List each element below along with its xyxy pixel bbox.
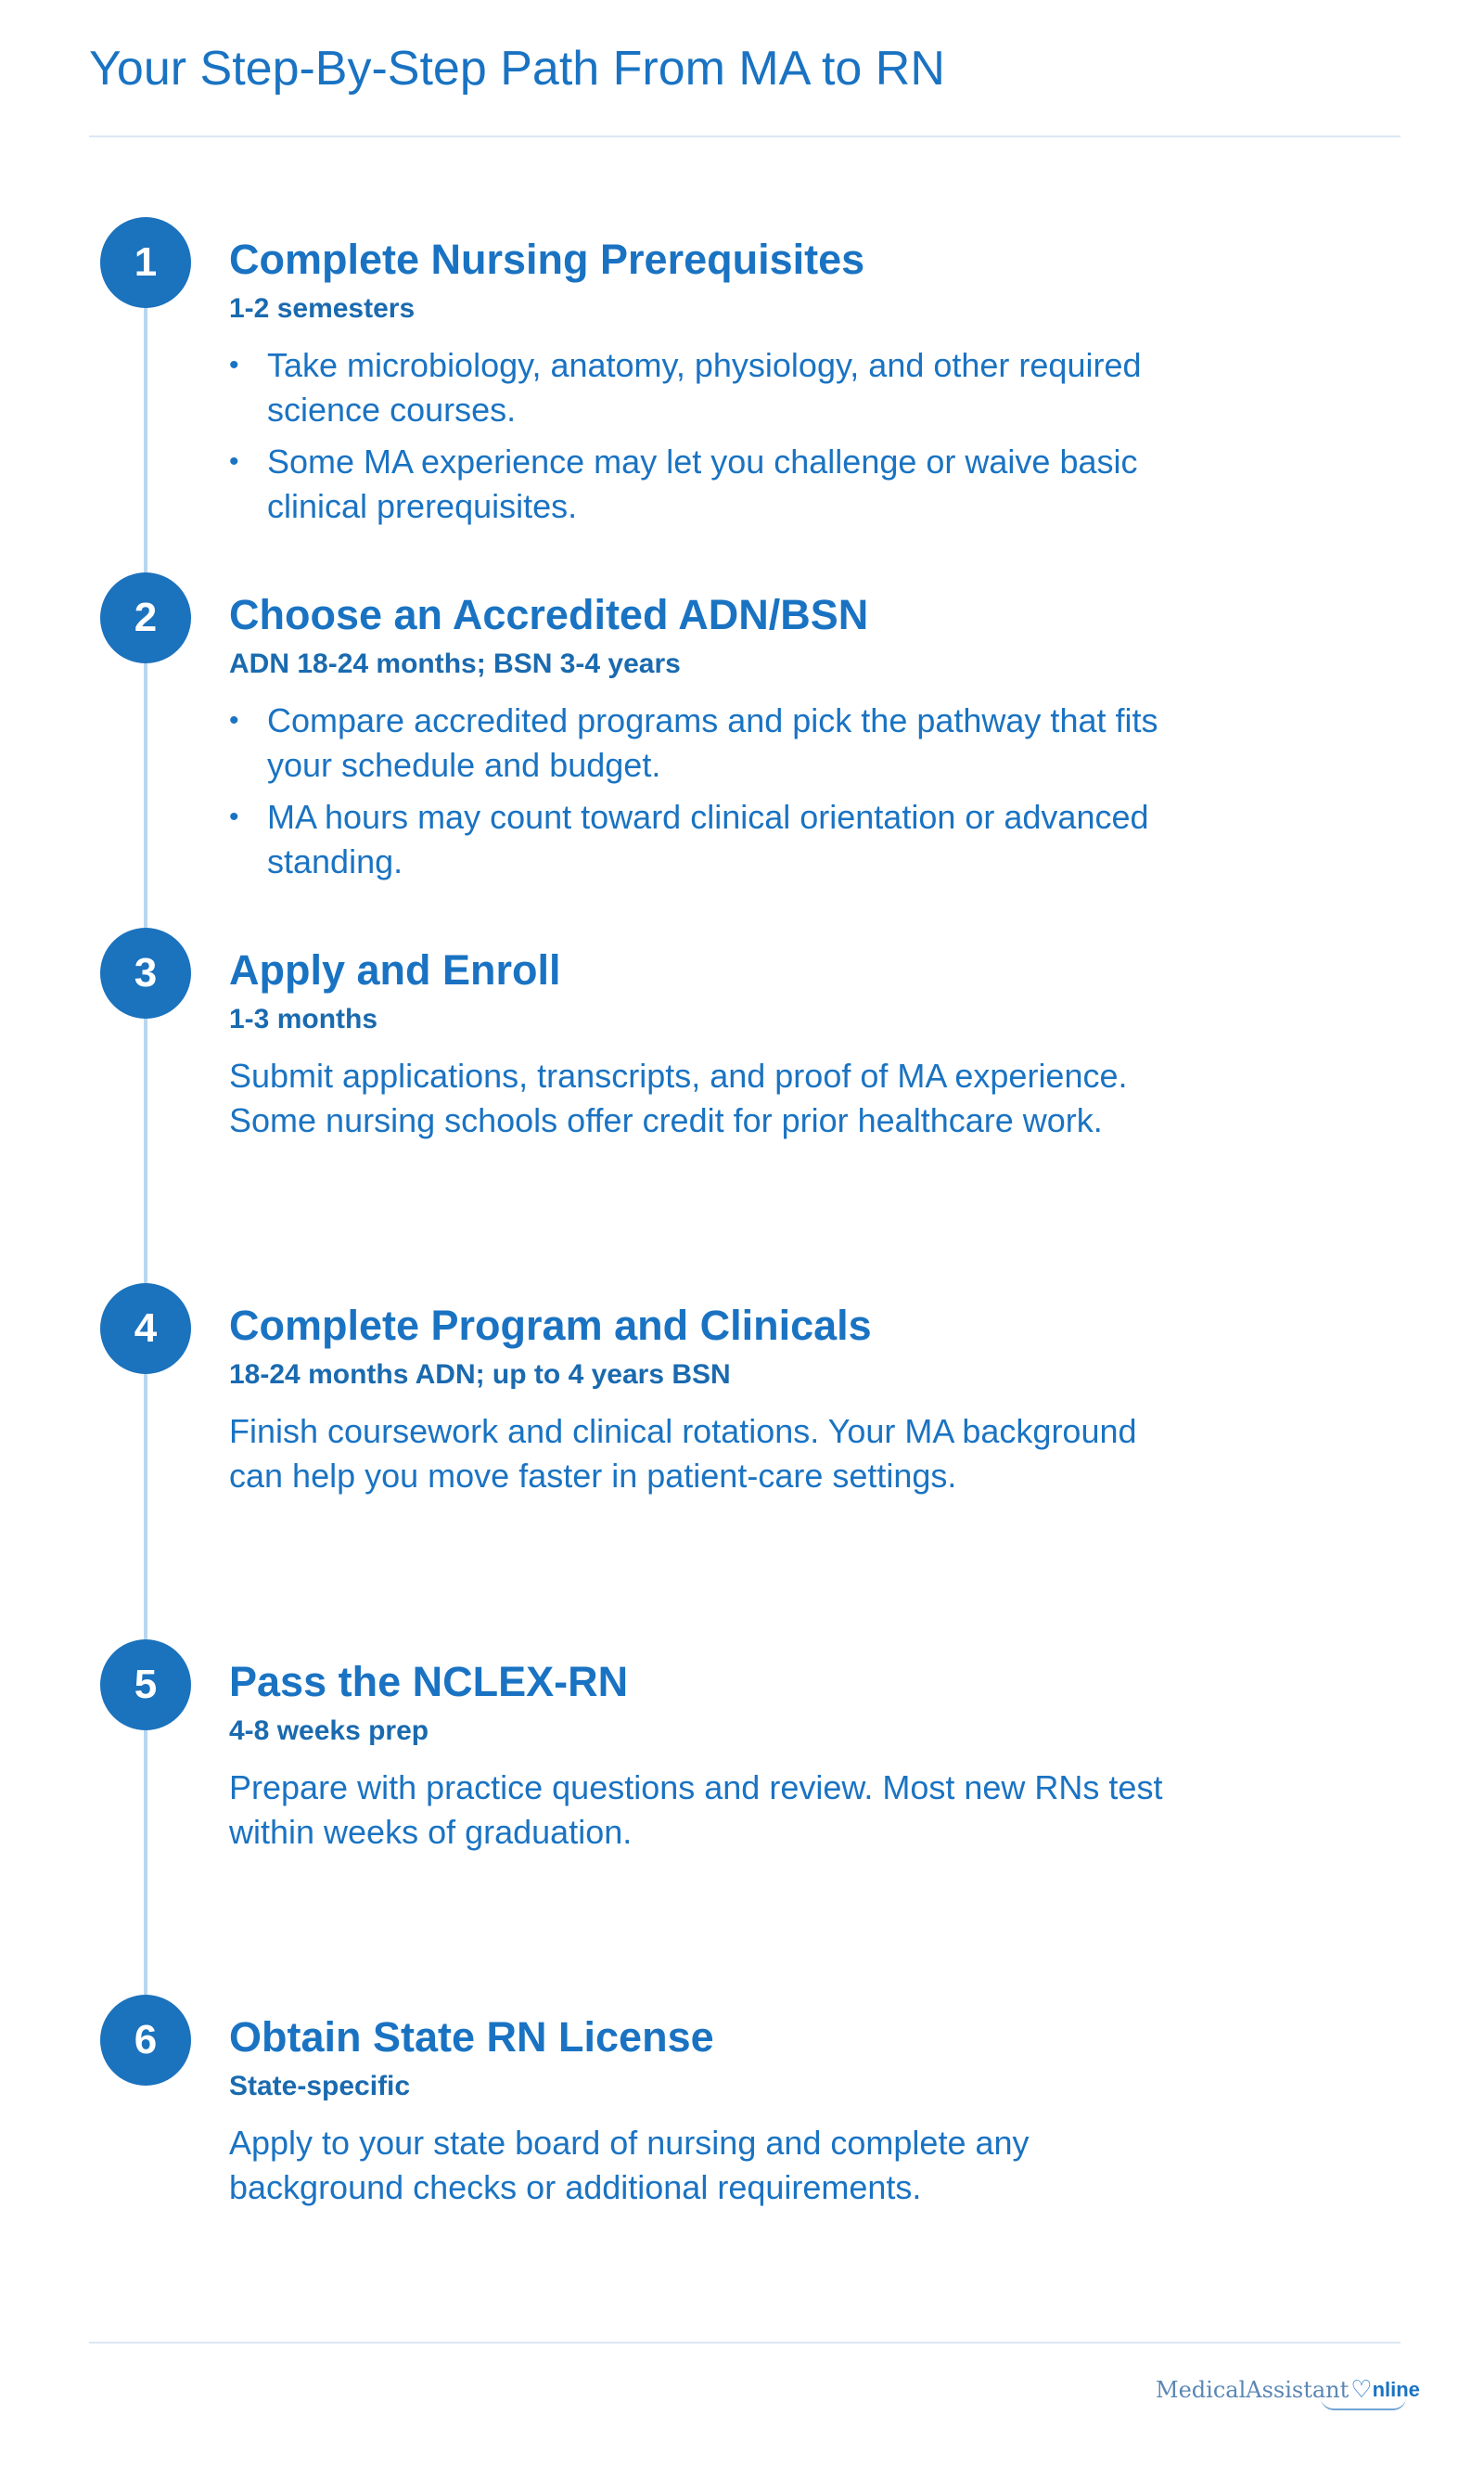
step-description: Finish coursework and clinical rotations. Your MA background can help you move faster in patient-care settings. (229, 1412, 1137, 1495)
logo-text: MedicalAssistant (1156, 2377, 1350, 2403)
step-title: Apply and Enroll (229, 946, 561, 994)
step-duration: 1-3 months (229, 1004, 378, 1034)
bottom-divider (89, 2342, 1401, 2344)
list-item (229, 699, 1212, 788)
list-item (229, 795, 1212, 884)
logo-swoosh (1321, 2397, 1406, 2410)
step-title: Complete Program and Clinicals (229, 1302, 872, 1349)
heart-icon: ♡ (1350, 2376, 1373, 2404)
bullet-icon: • (229, 446, 239, 477)
step-number-badge: 6 (100, 1995, 191, 2086)
step-number-badge: 3 (100, 928, 191, 1019)
bullet-icon: • (229, 802, 239, 832)
step-number-badge: 5 (100, 1639, 191, 1730)
step-number-badge: 1 (100, 217, 191, 308)
step-duration: ADN 18-24 months; BSN 3-4 years (229, 649, 681, 679)
bullet-text: MA hours may count toward clinical orientation or advanced standing. (267, 798, 1149, 880)
logo-text-online: nline (1372, 2378, 1420, 2401)
step-duration: 18-24 months ADN; up to 4 years BSN (229, 1359, 731, 1390)
step-title: Choose an Accredited ADN/BSN (229, 591, 869, 638)
bullet-text: Take microbiology, anatomy, physiology, and other required science courses. (267, 346, 1142, 429)
top-divider (89, 135, 1401, 137)
bullet-icon: • (229, 705, 239, 736)
page-title: Your Step-By-Step Path From MA to RN (89, 42, 945, 96)
bullet-text: Some MA experience may let you challenge or waive basic clinical prerequisites. (267, 443, 1138, 525)
timeline-line (144, 264, 147, 2030)
step-bullet-list (229, 343, 1212, 536)
step-title: Obtain State RN License (229, 2013, 714, 2061)
step-description: Submit applications, transcripts, and proof of MA experience. Some nursing schools offer credit for prior healthcare work. (229, 1057, 1128, 1139)
step-description: Prepare with practice questions and review. Most new RNs test within weeks of graduation. (229, 1768, 1163, 1851)
step-bullet-list (229, 699, 1212, 892)
step-number-badge: 4 (100, 1283, 191, 1374)
step-title: Pass the NCLEX-RN (229, 1658, 629, 1705)
bullet-icon: • (229, 350, 239, 380)
list-item (229, 440, 1212, 529)
step-description: Apply to your state board of nursing and complete any background checks or additional requirements. (229, 2124, 1030, 2206)
step-duration: 4-8 weeks prep (229, 1715, 429, 1746)
step-duration: State-specific (229, 2071, 411, 2101)
step-title: Complete Nursing Prerequisites (229, 236, 865, 283)
step-duration: 1-2 semesters (229, 293, 416, 324)
brand-logo (1156, 2370, 1420, 2410)
bullet-text: Compare accredited programs and pick the pathway that fits your schedule and budget. (267, 701, 1158, 784)
step-number-badge: 2 (100, 572, 191, 663)
list-item (229, 343, 1212, 432)
